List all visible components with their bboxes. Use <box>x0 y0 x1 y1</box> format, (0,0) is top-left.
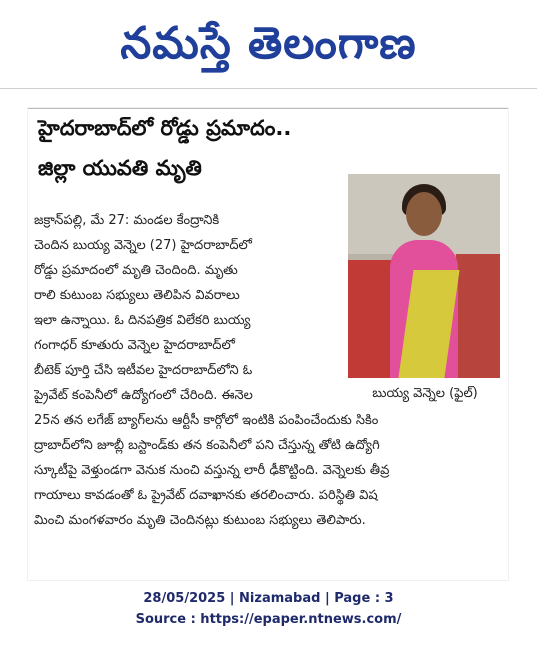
body-line: రాలి కుటుంబ సభ్యులు తెలిపిన వివరాలు <box>34 288 240 303</box>
body-line: ద్రాబాద్‌లోని జూబ్లీ బస్టాండ్‌కు తన కంపెనీలో పని చేస్తున్న తోటి ఉద్యోగి <box>34 438 380 453</box>
source-url: Source : https://epaper.ntnews.com/ <box>135 612 402 627</box>
body-line: స్కూటీపై వెళ్తుండగా వెనుక నుంచి వస్తున్న లారీ ఢీకొట్టింది. వెన్నెలకు తీవ్ర <box>34 463 390 478</box>
body-line: బీటెక్ పూర్తి చేసి ఇటీవల హైదరాబాద్‌లోని ఓ <box>34 363 253 378</box>
body-line: ఇలా ఉన్నాయి. ఓ దినపత్రిక విలేకరి బుయ్య <box>34 313 251 328</box>
masthead-logo <box>0 8 537 80</box>
body-line: 25న తన లగేజ్ బ్యాగ్‌లను ఆర్టీసీ కార్గోలో ఇంటికి పంపించేందుకు సికిం <box>34 413 379 428</box>
body-line: జక్రాన్‌పల్లి, మే 27: మండల కేంద్రానికి <box>34 213 220 228</box>
article-body-full <box>34 408 502 533</box>
car-shape <box>456 254 500 378</box>
body-line: మించి మంగళవారం మృతి చెందినట్లు కుటుంబ సభ్యులు తెలిపారు. <box>34 513 366 528</box>
newspaper-title: నమస్తే తెలంగాణ <box>120 18 417 69</box>
divider <box>0 88 537 89</box>
headline-line-2: జిల్లా యువతి మృతి <box>38 156 202 180</box>
news-clipping <box>28 108 508 580</box>
body-line: గాయాలు కావడంతో ఓ ప్రైవేట్ దవాఖానకు తరలించారు. పరిస్థితి విష <box>34 488 378 503</box>
body-line: ప్రైవేట్ కంపెనీలో ఉద్యోగంలో చేరింది. ఈనెల <box>34 388 253 403</box>
person-face <box>406 192 442 236</box>
article-body-column <box>34 208 356 408</box>
body-line: రోడ్డు ప్రమాదంలో మృతి చెందింది. మృతు <box>34 263 238 278</box>
body-line: చెందిన బుయ్య వెన్నెల (27) హైదరాబాద్‌లో <box>34 238 252 253</box>
divider <box>28 108 508 109</box>
body-line: గంగాధర్ కూతురు వెన్నెల హైదరాబాద్‌లో <box>34 338 235 353</box>
date-edition-page: 28/05/2025 | Nizamabad | Page : 3 <box>143 591 394 606</box>
headline-line-1: హైదరాబాద్‌లో రోడ్డు ప్రమాదం.. <box>38 116 292 140</box>
article-photo <box>348 174 500 378</box>
photo-caption: బుయ్య వెన్నెల (ఫైల్) <box>372 386 478 401</box>
